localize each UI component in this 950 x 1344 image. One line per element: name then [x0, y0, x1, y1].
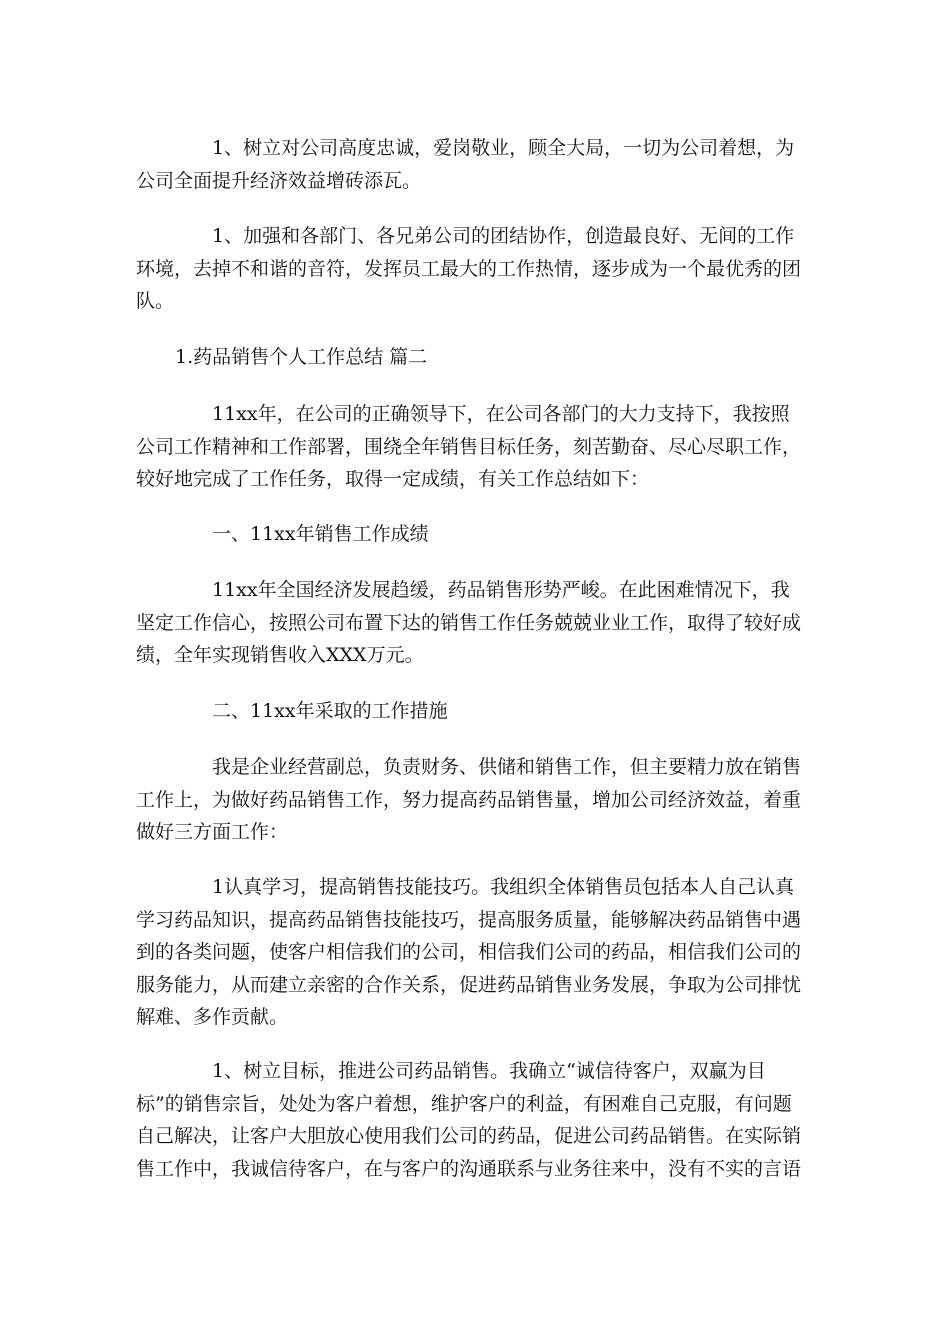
- heading-measures: 二、11xx年采取的工作措施: [212, 700, 448, 722]
- paragraph-role: 我是企业经营副总，负责财务、供储和销售工作，但主要精力放在销售工作上，为做好药品销售工作，努力提高药品销售量，增加公司经济效益，着重做好三方面工作：: [136, 756, 802, 843]
- paragraph-targets: 1、树立目标，推进公司药品销售。我确立“诚信待客户，双赢为目标”的销售宗旨，处处为客户着想，维护客户的利益，有困难自己克服，有问题自己解决，让客户大胆放心使用我们公司的药品，促进公司药品销售。在实际销售工作中，我诚信待客户，在与客户的沟通联系与业务往来中，没有不实的言语: [136, 1060, 802, 1180]
- section-title: 1.药品销售个人工作总结 篇二: [175, 346, 428, 368]
- paragraph-cooperation: 1、加强和各部门、各兄弟公司的团结协作，创造最良好、无间的工作环境，去掉不和谐的音符，发挥员工最大的工作热情，逐步成为一个最优秀的团队。: [136, 225, 802, 312]
- paragraph-loyalty: 1、树立对公司高度忠诚，爱岗敬业，顾全大局，一切为公司着想，为公司全面提升经济效益增砖添瓦。: [136, 137, 795, 192]
- heading-sales-results: 一、11xx年销售工作成绩: [212, 523, 429, 545]
- paragraph-intro: 11xx年，在公司的正确领导下，在公司各部门的大力支持下，我按照公司工作精神和工作部署，围绕全年销售目标任务，刻苦勤奋、尽心尽职工作，较好地完成了工作任务，取得一定成绩，有关工作总结如下：: [136, 403, 802, 490]
- paragraph-sales-results: 11xx年全国经济发展趋缓，药品销售形势严峻。在此困难情况下，我坚定工作信心，按照公司布置下达的销售工作任务兢兢业业工作，取得了较好成绩，全年实现销售收入XXX万元。: [136, 579, 802, 666]
- paragraph-study: 1认真学习，提高销售技能技巧。我组织全体销售员包括本人自己认真学习药品知识，提高药品销售技能技巧，提高服务质量，能够解决药品销售中遇到的各类问题，使客户相信我们的公司，相信我们公司的药品，相信我们公司的服务能力，从而建立亲密的合作关系，促进药品销售业务发展，争取为公司排忧解难、多作贡献。: [136, 876, 802, 1028]
